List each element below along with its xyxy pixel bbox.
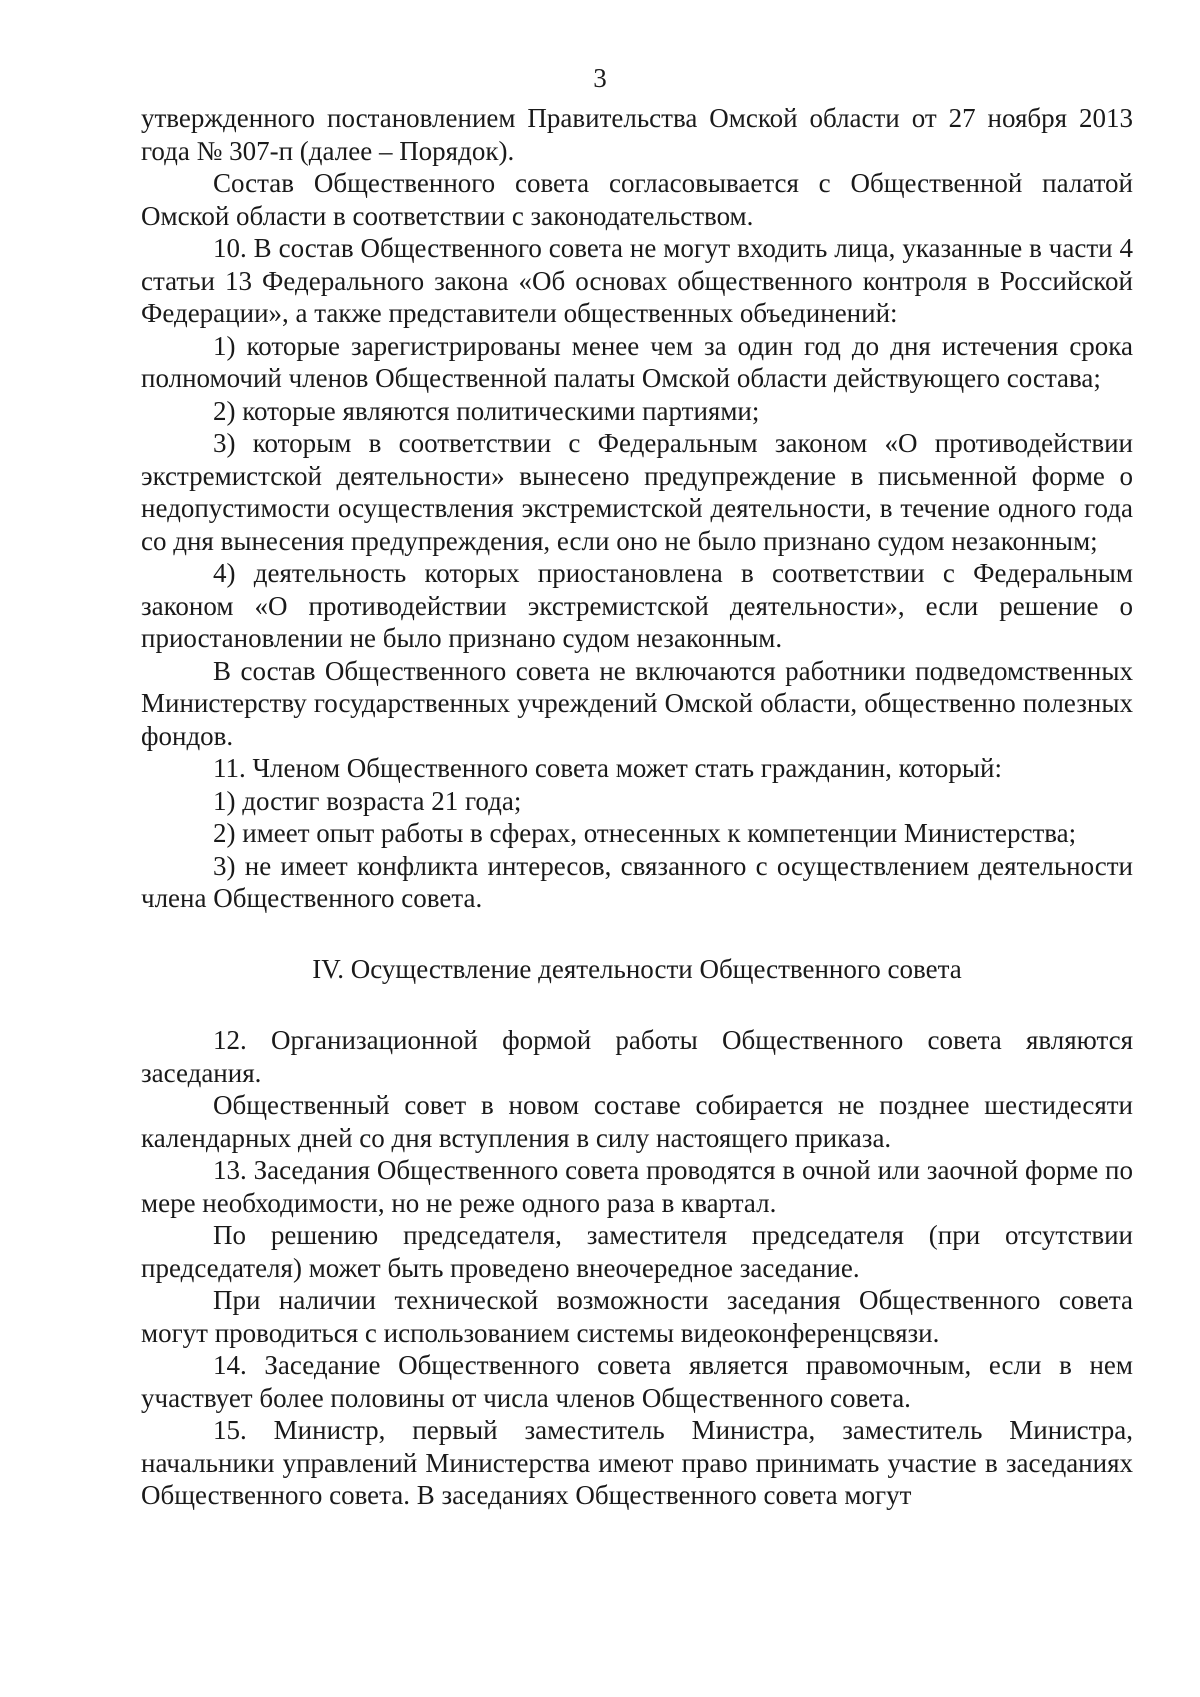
paragraph: В состав Общественного совета не включаются работники подведомственных Министерству государственных учреждений Омской области, общественно полезных фондов. <box>141 655 1133 751</box>
list-item: 3) не имеет конфликта интересов, связанного с осуществлением деятельности члена Общественного совета. <box>141 850 1133 913</box>
paragraph: Состав Общественного совета согласовывается с Общественной палатой Омской области в соответствии с законодательством. <box>141 168 1133 231</box>
list-item: 4) деятельность которых приостановлена в соответствии с Федеральным законом «О противодействии экстремистской деятельности», если решение о приостановлении не было признано судом незаконным. <box>141 558 1133 653</box>
clause-10: 10. В состав Общественного совета не могут входить лица, указанные в части 4 статьи 13 Федерального закона «Об основах общественного контроля в Российской Федерации», а также представители общественных объединений: <box>141 233 1133 328</box>
clause-11: 11. Членом Общественного совета может стать гражданин, который: <box>213 753 1002 783</box>
section-heading: IV. Осуществление деятельности Общественного совета <box>312 953 962 984</box>
document-body <box>141 102 1133 1512</box>
clause-13: 13. Заседания Общественного совета проводятся в очной или заочной форме по мере необходимости, но не реже одного раза в квартал. <box>141 1155 1133 1218</box>
paragraph-continuation: утвержденного постановлением Правительства Омской области от 27 ноября 2013 года № 307-п (далее – Порядок). <box>141 103 1133 166</box>
clause-15: 15. Министр, первый заместитель Министра, заместитель Министра, начальники управлений Министерства имеют право принимать участие в заседаниях Общественного совета. В заседаниях Общественного совета могут <box>141 1415 1133 1510</box>
paragraph: По решению председателя, заместителя председателя (при отсутствии председателя) может быть проведено внеочередное заседание. <box>141 1220 1133 1283</box>
list-item: 2) которые являются политическими партиями; <box>213 395 760 426</box>
clause-12: 12. Организационной формой работы Общественного совета являются заседания. <box>141 1025 1133 1088</box>
list-item: 1) достиг возраста 21 года; <box>213 785 522 816</box>
list-item: 2) имеет опыт работы в сферах, отнесенных к компетенции Министерства; <box>213 818 1077 848</box>
list-item: 1) которые зарегистрированы менее чем за один год до дня истечения срока полномочий членов Общественной палаты Омской области действующего состава; <box>141 330 1133 393</box>
list-item: 3) которым в соответствии с Федеральным законом «О противодействии экстремистской деятельности» вынесено предупреждение в письменной форме о недопустимости осуществления экстремистской деятельности, в течение одного года со дня вынесения предупреждения, если оно не было признано судом незаконным; <box>141 428 1133 556</box>
clause-14: 14. Заседание Общественного совета является правомочным, если в нем участвует более половины от числа членов Общественного совета. <box>141 1350 1133 1413</box>
paragraph: Общественный совет в новом составе собирается не позднее шестидесяти календарных дней со дня вступления в силу настоящего приказа. <box>141 1090 1133 1153</box>
paragraph: При наличии технической возможности заседания Общественного совета могут проводиться с использованием системы видеоконференцсвязи. <box>141 1285 1133 1348</box>
page-number: 3 <box>593 63 607 93</box>
